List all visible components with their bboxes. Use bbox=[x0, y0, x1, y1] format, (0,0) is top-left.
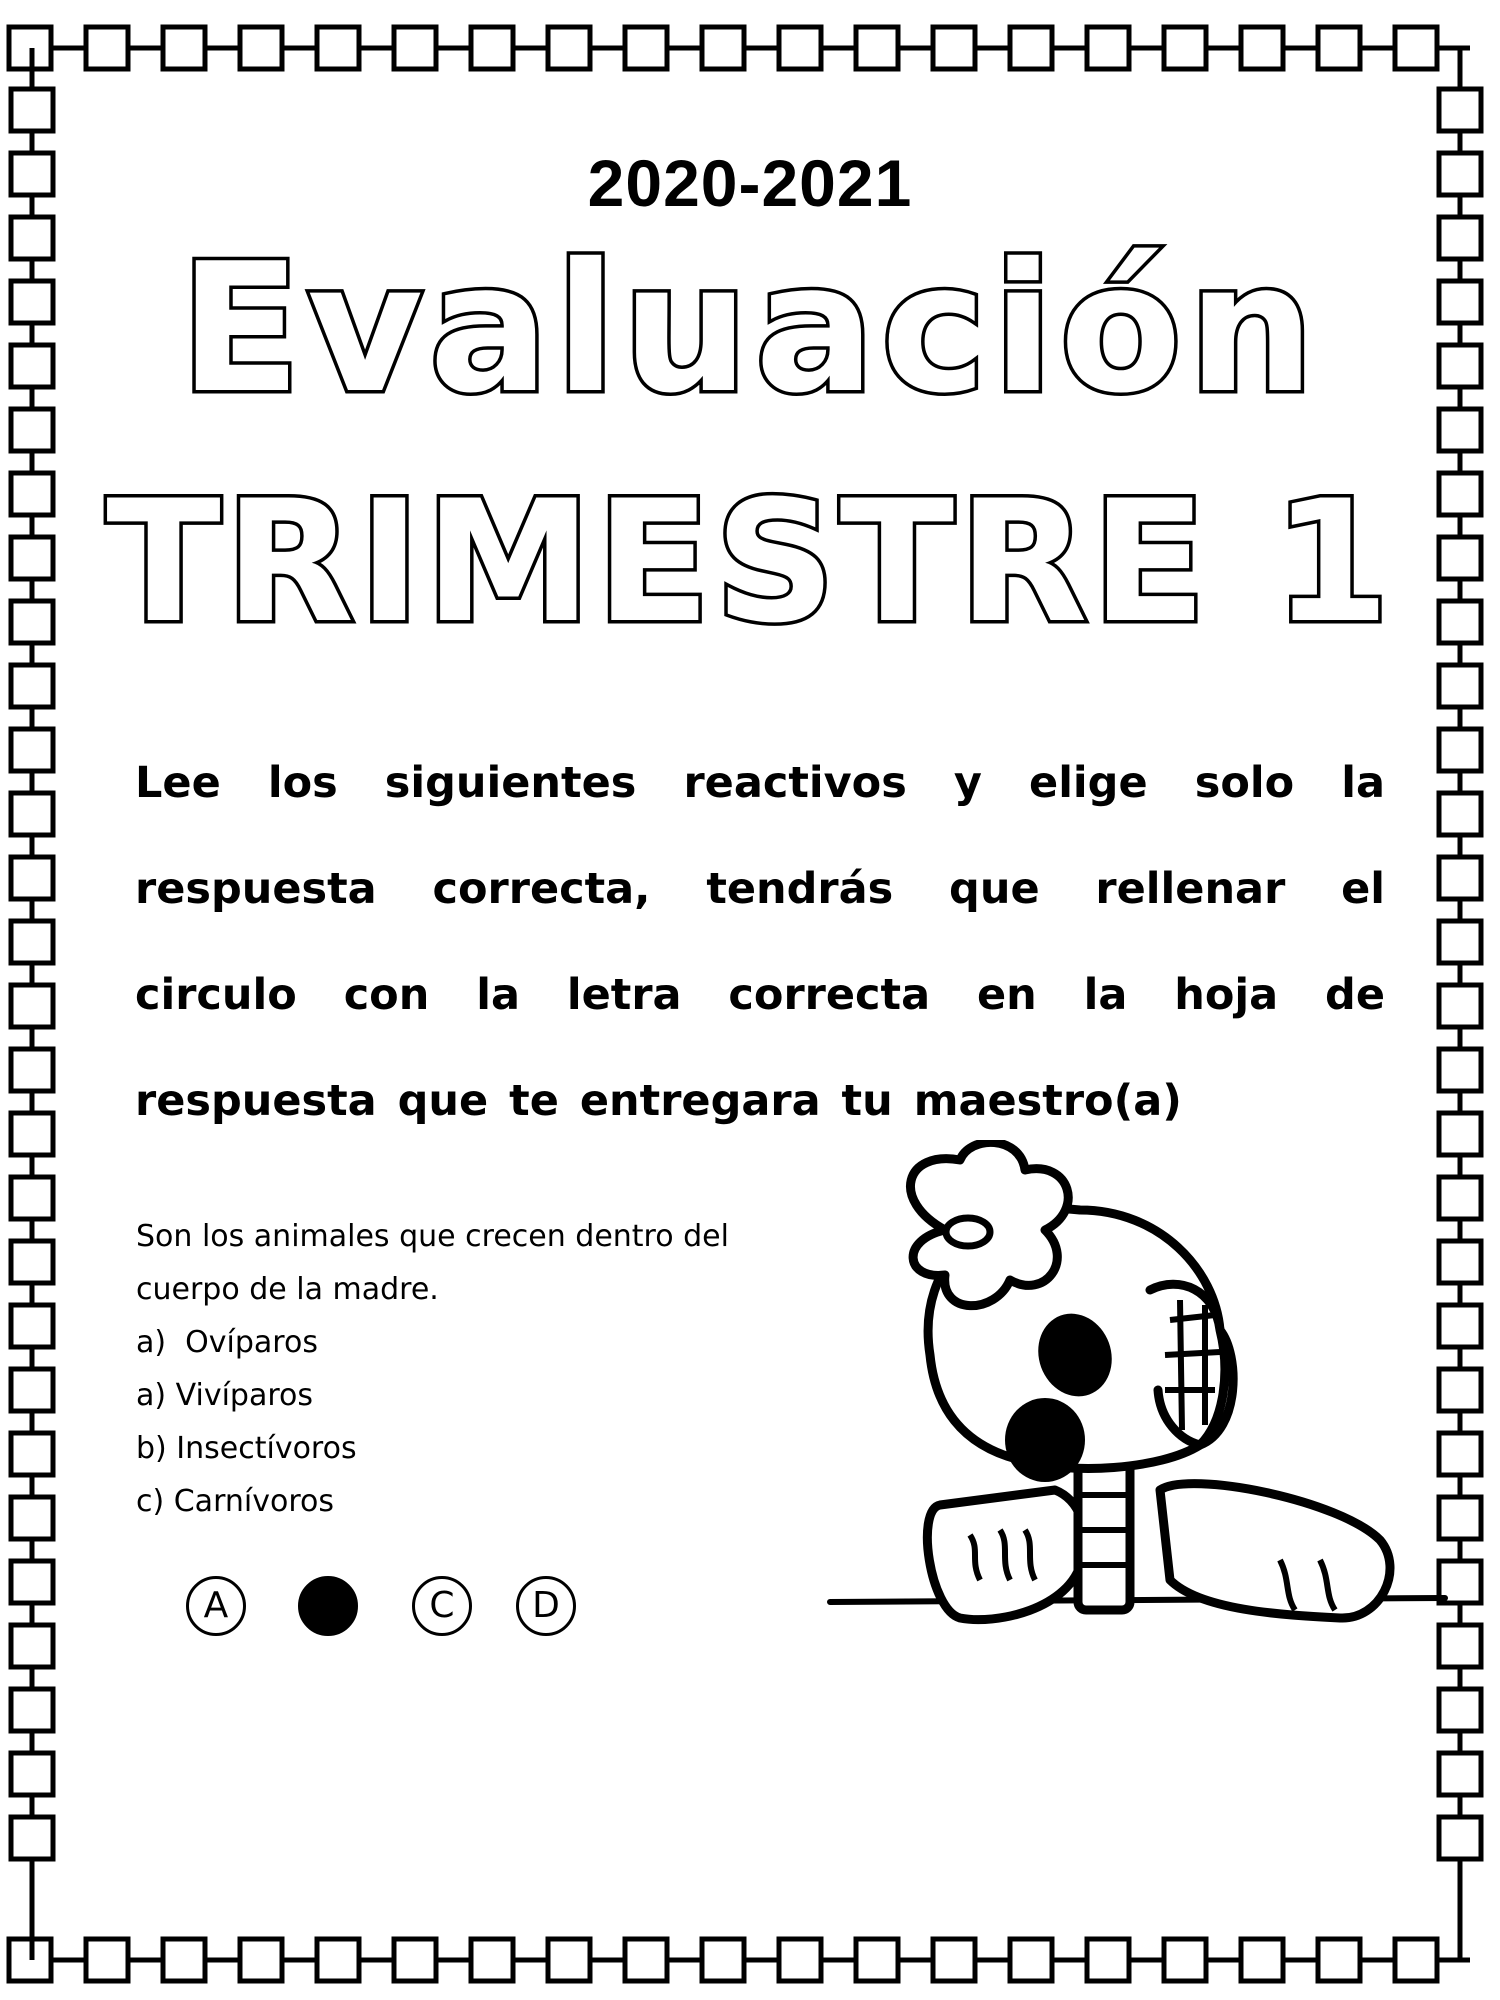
border-square bbox=[1439, 1689, 1481, 1731]
border-square bbox=[779, 1939, 821, 1981]
instructions-text: Lee los siguientes reactivos y elige solo la respuesta correcta, tendrás que rellenar el circulo con la letra correcta en la hoja de respuesta que te entregara tu maestro(a) bbox=[135, 758, 1385, 1126]
border-square bbox=[11, 1433, 53, 1475]
border-square bbox=[1241, 27, 1283, 69]
border-square bbox=[1439, 1817, 1481, 1859]
border-square bbox=[1395, 1939, 1437, 1981]
border-square bbox=[240, 27, 282, 69]
border-square bbox=[856, 27, 898, 69]
border-square bbox=[11, 1689, 53, 1731]
answer-bubble-b[interactable]: B bbox=[298, 1576, 358, 1636]
border-square bbox=[1439, 793, 1481, 835]
page-subtitle: TRIMESTRE 1 bbox=[106, 464, 1394, 660]
answer-bubble-c[interactable]: C bbox=[412, 1576, 472, 1636]
option-2: a) Vivíparos bbox=[136, 1378, 313, 1413]
border-square bbox=[11, 1177, 53, 1219]
border-square bbox=[11, 1113, 53, 1155]
border-square bbox=[11, 1817, 53, 1859]
border-square bbox=[11, 1241, 53, 1283]
border-square bbox=[86, 27, 128, 69]
border-square bbox=[1439, 729, 1481, 771]
border-square bbox=[933, 27, 975, 69]
border-square bbox=[548, 1939, 590, 1981]
border-square bbox=[317, 1939, 359, 1981]
border-square bbox=[317, 27, 359, 69]
border-square bbox=[625, 27, 667, 69]
page-title: Evaluación bbox=[179, 225, 1321, 432]
border-square bbox=[1164, 1939, 1206, 1981]
border-square bbox=[11, 89, 53, 131]
border-square bbox=[1395, 27, 1437, 69]
border-square bbox=[1010, 1939, 1052, 1981]
border-square bbox=[11, 1561, 53, 1603]
option-3: b) Insectívoros bbox=[136, 1431, 357, 1466]
border-square bbox=[11, 1753, 53, 1795]
border-square bbox=[394, 27, 436, 69]
border-square bbox=[471, 27, 513, 69]
border-square bbox=[1241, 1939, 1283, 1981]
border-square bbox=[163, 27, 205, 69]
border-square bbox=[1439, 1753, 1481, 1795]
border-square bbox=[933, 1939, 975, 1981]
border-square bbox=[1164, 27, 1206, 69]
border-square bbox=[11, 1369, 53, 1411]
border-square bbox=[11, 1625, 53, 1667]
border-square bbox=[548, 27, 590, 69]
border-square bbox=[1087, 1939, 1129, 1981]
border-square bbox=[1318, 27, 1360, 69]
border-square bbox=[1439, 985, 1481, 1027]
answer-bubble-d[interactable]: D bbox=[516, 1576, 576, 1636]
question-prompt: Son los animales que crecen dentro del cuerpo de la madre. bbox=[136, 1219, 729, 1307]
border-square bbox=[1439, 89, 1481, 131]
option-4: c) Carnívoros bbox=[136, 1484, 334, 1519]
option-1: a) Ovíparos bbox=[136, 1325, 318, 1360]
border-square bbox=[1439, 921, 1481, 963]
border-square bbox=[11, 665, 53, 707]
border-square bbox=[702, 1939, 744, 1981]
border-square bbox=[1439, 1049, 1481, 1091]
border-square bbox=[702, 27, 744, 69]
border-square bbox=[779, 27, 821, 69]
border-square bbox=[856, 1939, 898, 1981]
border-square bbox=[11, 921, 53, 963]
border-square bbox=[11, 1497, 53, 1539]
border-square bbox=[11, 857, 53, 899]
border-square bbox=[1439, 665, 1481, 707]
border-square bbox=[1439, 857, 1481, 899]
border-square bbox=[471, 1939, 513, 1981]
answer-bubble-a[interactable]: A bbox=[186, 1576, 246, 1636]
border-square bbox=[240, 1939, 282, 1981]
border-square bbox=[1318, 1939, 1360, 1981]
border-square bbox=[86, 1939, 128, 1981]
question-block bbox=[136, 1210, 796, 1528]
border-square bbox=[1010, 27, 1052, 69]
school-year: 2020-2021 bbox=[587, 146, 913, 220]
border-square bbox=[11, 793, 53, 835]
border-square bbox=[11, 985, 53, 1027]
border-square bbox=[394, 1939, 436, 1981]
border-square bbox=[11, 1049, 53, 1091]
border-square bbox=[163, 1939, 205, 1981]
border-square bbox=[625, 1939, 667, 1981]
border-square bbox=[1087, 27, 1129, 69]
border-square bbox=[11, 729, 53, 771]
skeleton-with-flower-icon bbox=[820, 1140, 1460, 1660]
border-square bbox=[11, 1305, 53, 1347]
